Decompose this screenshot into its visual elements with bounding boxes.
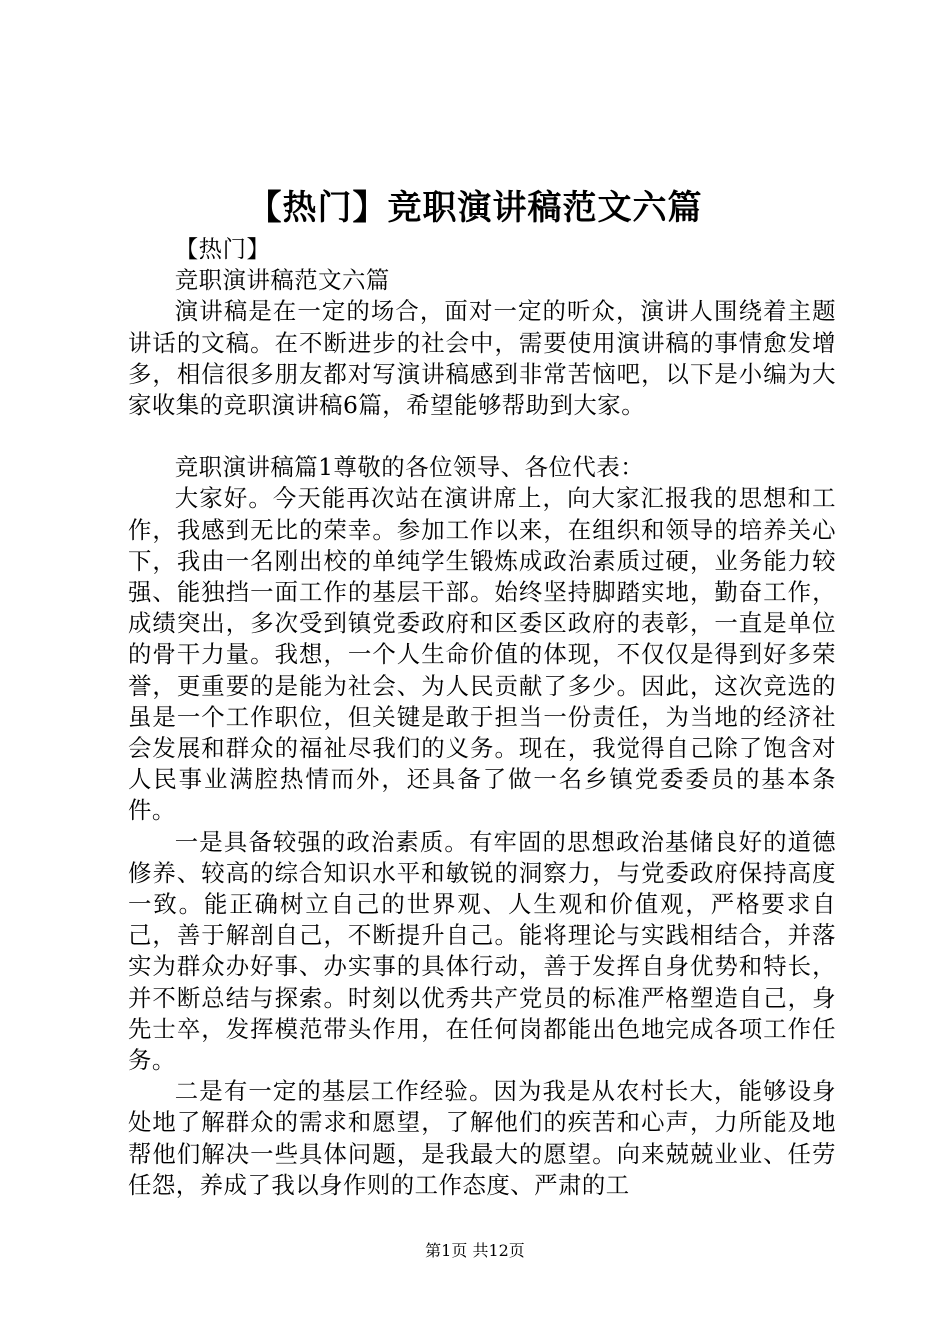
document-title: 【热门】竞职演讲稿范文六篇 — [247, 188, 703, 228]
paragraph-gap — [128, 421, 836, 452]
subtitle-line: 竞职演讲稿范文六篇 — [174, 266, 390, 295]
tag-line: 【热门】 — [174, 235, 271, 263]
body-paragraph: 大家好。今天能再次站在演讲席上，向大家汇报我的思想和工作，我感到无比的荣幸。参加工作以来，在组织和领导的培养关心下，我由一名刚出校的单纯学生锻炼成政治素质过硬，业务能力较强、能独挡一面工作的基层干部。始终坚持脚踏实地，勤奋工作，成绩突出，多次受到镇党委政府和区委区政府的表彰，一直是单位的骨干力量。我想，一个人生命价值的体现，不仅仅是得到好多荣誉，更重要的是能为社会、为人民贡献了多少。因此，这次竞选的虽是一个工作职位，但关键是敢于担当一份责任，为当地的经济社会发展和群众的福祉尽我们的义务。现在，我觉得自己除了饱含对人民事业满腔热情而外，还具备了做一名乡镇党委委员的基本条件。 — [128, 484, 836, 825]
document-body — [128, 234, 836, 1201]
page-footer: 第1页 共12页 — [425, 1241, 525, 1260]
intro-paragraph: 演讲稿是在一定的场合，面对一定的听众，演讲人围绕着主题讲话的文稿。在不断进步的社会中，需要使用演讲稿的事情愈发增多，相信很多朋友都对写演讲稿感到非常苦恼吧，以下是小编为大家收集的竞职演讲稿6篇，希望能够帮助到大家。 — [128, 297, 836, 420]
section-heading: 竞职演讲稿篇1尊敬的各位领导、各位代表： — [174, 453, 645, 482]
body-paragraph: 二是有一定的基层工作经验。因为我是从农村长大，能够设身处地了解群众的需求和愿望，了解他们的疾苦和心声，力所能及地帮他们解决一些具体问题，是我最大的愿望。向来兢兢业业、任劳任怨，养成了我以身作则的工作态度、严肃的工 — [128, 1077, 836, 1199]
body-paragraph: 一是具备较强的政治素质。有牢固的思想政治基储良好的道德修养、较高的综合知识水平和敏锐的洞察力，与党委政府保持高度一致。能正确树立自己的世界观、人生观和价值观，严格要求自己，善于解剖自己，不断提升自己。能将理论与实践相结合，并落实为群众办好事、办实事的具体行动，善于发挥自身优势和特长，并不断总结与探索。时刻以优秀共产党员的标准严格塑造自己，身先士卒，发挥模范带头作用，在任何岗都能出色地完成各项工作任务。 — [128, 827, 836, 1075]
